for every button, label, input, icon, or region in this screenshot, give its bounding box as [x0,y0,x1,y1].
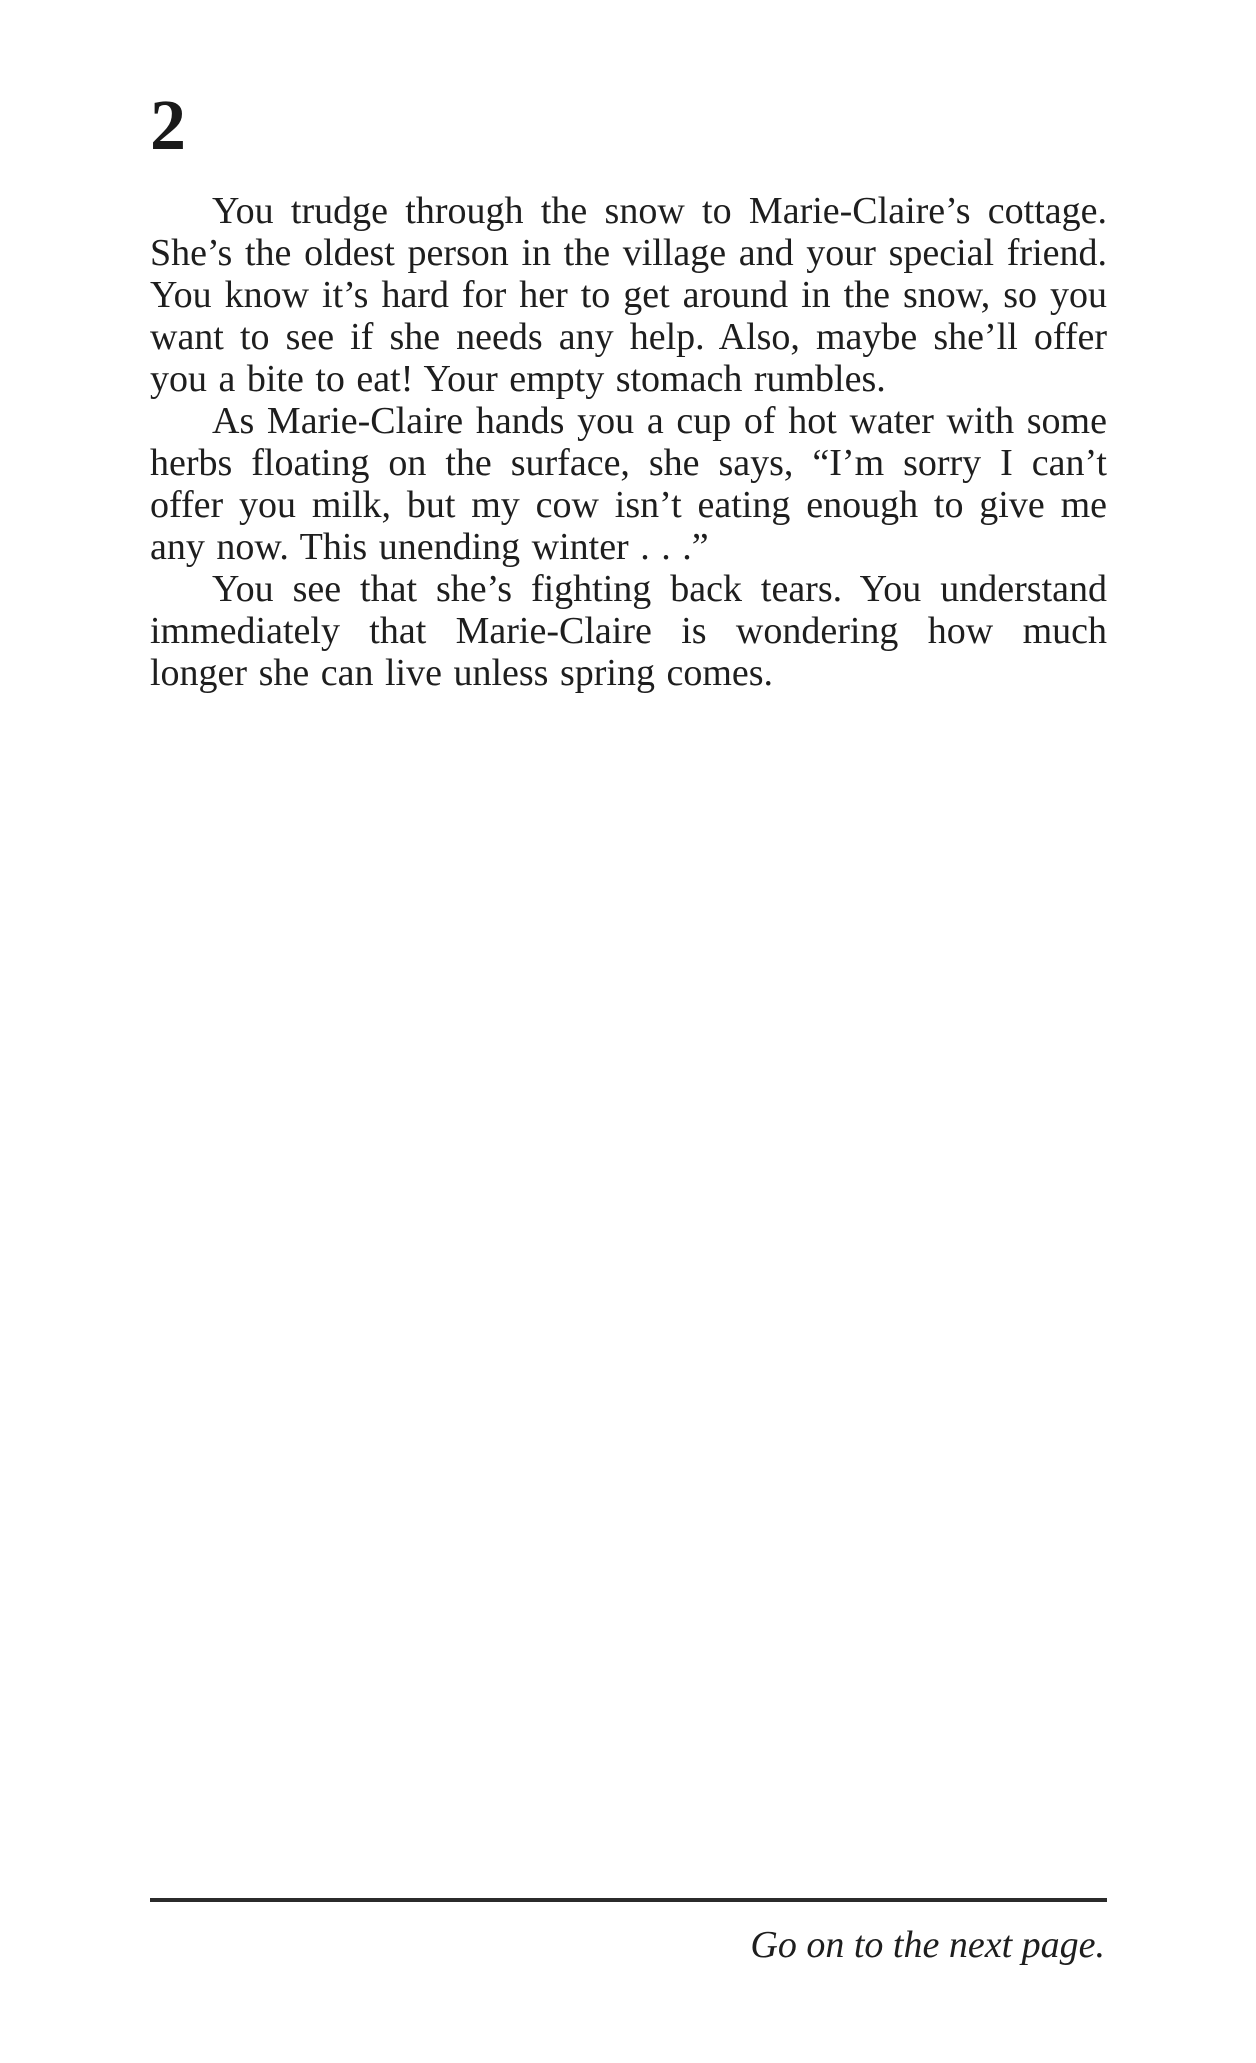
story-paragraph: You trudge through the snow to Marie-Claire’s cottage. She’s the oldest person in the village and your special friend. You know it’s hard for her to get around in the snow, so you want to see if she needs any help. Also, maybe she’ll offer you a bite to eat! Your empty stomach rumbles. [150,190,1107,400]
footer-divider [150,1898,1107,1902]
chapter-number: 2 [150,85,187,165]
page-content [150,85,1107,694]
story-text [150,190,1107,694]
story-paragraph: You see that she’s fighting back tears. You understand immediately that Marie-Claire is wondering how much longer she can live unless spring comes. [150,568,1107,694]
next-page-instruction: Go on to the next page. [750,1924,1105,1966]
story-paragraph: As Marie-Claire hands you a cup of hot water with some herbs floating on the surface, she says, “I’m sorry I can’t offer you milk, but my cow isn’t eating enough to give me any now. This unending winter . . .” [150,400,1107,568]
page-footer [150,1898,1107,1966]
